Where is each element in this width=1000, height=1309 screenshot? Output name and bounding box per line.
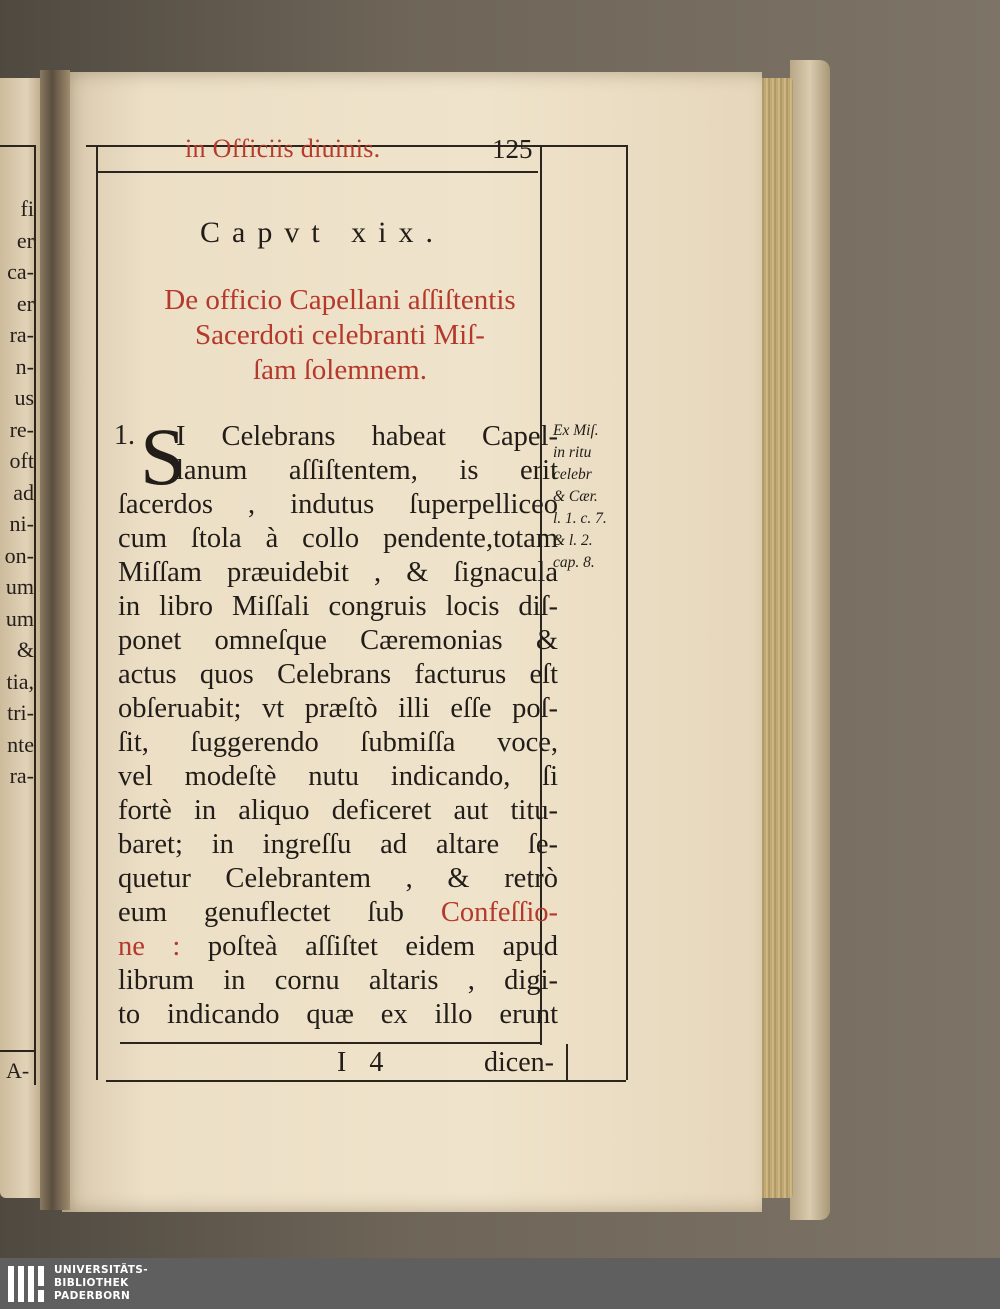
margin-note-line: Ex Miſ. bbox=[553, 422, 599, 439]
left-line-end: re- bbox=[9, 416, 34, 442]
left-line-end: nte bbox=[7, 731, 34, 757]
margin-note bbox=[553, 420, 631, 574]
left-line-end: um bbox=[5, 605, 34, 631]
catchword: dicen- bbox=[484, 1047, 554, 1078]
text-line: quetur Celebrantem , & retrò bbox=[118, 863, 558, 894]
margin-note-line: l. 1. c. 7. bbox=[553, 510, 607, 527]
left-line-end: tia, bbox=[6, 668, 34, 694]
library-logo-icon bbox=[6, 1262, 48, 1306]
text-line: actus quos Celebrans facturus eſt bbox=[118, 659, 558, 690]
text-segment: poſteà aſſiſtet eidem apud bbox=[180, 931, 558, 962]
frame-rule-bottom bbox=[106, 1080, 626, 1082]
frame-rule-left bbox=[96, 145, 98, 1080]
left-line-end: on- bbox=[4, 542, 34, 568]
left-page-line-ends bbox=[2, 193, 34, 792]
frame-rule-right bbox=[626, 145, 628, 1080]
left-line-end: oft bbox=[9, 448, 34, 473]
left-line-end: ra- bbox=[9, 763, 34, 788]
rubric-word: ne : bbox=[118, 931, 181, 962]
frame-rule-bottom-inner bbox=[120, 1042, 540, 1044]
left-line-end: fi bbox=[20, 196, 34, 221]
text-line: baret; in ingreſſu ad altare ſe- bbox=[118, 829, 558, 860]
text-line bbox=[118, 930, 558, 964]
left-page-rule-bottom bbox=[0, 1050, 36, 1052]
heading-line: De officio Capellani aſſiſtentis bbox=[164, 284, 516, 316]
margin-note-line: celebr bbox=[553, 466, 592, 483]
margin-note-line: cap. 8. bbox=[553, 554, 595, 571]
text-segment: eum genuflectet ſub bbox=[118, 897, 441, 928]
heading-line: ſam ſolemnem. bbox=[253, 354, 427, 386]
text-line: lanum aſſiſtentem, is erit bbox=[176, 455, 558, 486]
text-line: ſit, ſuggerendo ſubmiſſa voce, bbox=[118, 727, 558, 758]
library-name bbox=[54, 1264, 148, 1303]
margin-note-line: in ritu bbox=[553, 444, 592, 461]
left-line-end: tri- bbox=[7, 700, 34, 725]
body-text bbox=[114, 411, 558, 1032]
library-name-line: PADERBORN bbox=[54, 1290, 131, 1302]
rubric-word: Confeſſio- bbox=[440, 897, 558, 928]
heading-line: Sacerdoti celebranti Miſ- bbox=[195, 319, 485, 351]
running-head: in Officiis diuinis. bbox=[185, 134, 381, 163]
library-name-line: BIBLIOTHEK bbox=[54, 1277, 129, 1289]
margin-note-line: & Cær. bbox=[553, 488, 598, 505]
left-line-end: us bbox=[14, 385, 34, 410]
text-line: I Celebrans habeat Capel- bbox=[176, 421, 558, 452]
chapter-heading bbox=[105, 283, 575, 388]
left-page-catchword: A- bbox=[6, 1058, 30, 1083]
signature-mark: I 4 bbox=[337, 1047, 392, 1078]
left-line-end: er bbox=[16, 227, 34, 253]
left-line-end: & bbox=[16, 637, 34, 662]
book-gutter bbox=[40, 70, 70, 1210]
text-line: in libro Miſſali congruis locis diſ- bbox=[118, 591, 558, 622]
margin-note-line: & l. 2. bbox=[553, 532, 593, 549]
chapter-title: Capvt xix. bbox=[200, 216, 445, 249]
text-line: fortè in aliquo deficeret aut titu- bbox=[118, 795, 558, 826]
frame-rule-foot-tick bbox=[566, 1044, 568, 1080]
frame-rule-header bbox=[96, 171, 538, 173]
text-line: obſeruabit; vt præſtò illi eſſe poſ- bbox=[118, 693, 558, 724]
drop-cap: S bbox=[140, 411, 186, 502]
left-line-end: um bbox=[5, 574, 34, 599]
left-line-end: er bbox=[16, 290, 34, 316]
left-line-end: ni- bbox=[9, 511, 34, 536]
text-line bbox=[118, 896, 558, 930]
text-line: ſacerdos , indutus ſuperpelliceo bbox=[118, 489, 558, 520]
left-line-end: ca- bbox=[7, 259, 34, 284]
text-line: vel modeſtè nutu indicando, ſi bbox=[118, 761, 558, 792]
text-line: cum ſtola à collo pendente,totam bbox=[118, 523, 558, 554]
text-line: to indicando quæ ex illo erunt bbox=[118, 999, 558, 1030]
library-footer bbox=[0, 1258, 1000, 1309]
paragraph-number: 1. bbox=[114, 420, 135, 451]
text-line: librum in cornu altaris , digi- bbox=[118, 965, 558, 996]
page-number: 125 bbox=[492, 134, 533, 164]
left-page-rule-side bbox=[34, 145, 36, 1085]
left-line-end: ad bbox=[13, 479, 34, 505]
left-page-rule-top bbox=[0, 145, 36, 147]
library-name-line: UNIVERSITÄTS- bbox=[54, 1264, 149, 1276]
text-line: ponet omneſque Cæremonias & bbox=[118, 625, 558, 656]
book-cover-edge bbox=[790, 60, 830, 1220]
left-line-end: ra- bbox=[9, 322, 34, 347]
left-line-end: n- bbox=[15, 353, 34, 379]
text-line: Miſſam præuidebit , & ſignacula bbox=[118, 557, 558, 588]
